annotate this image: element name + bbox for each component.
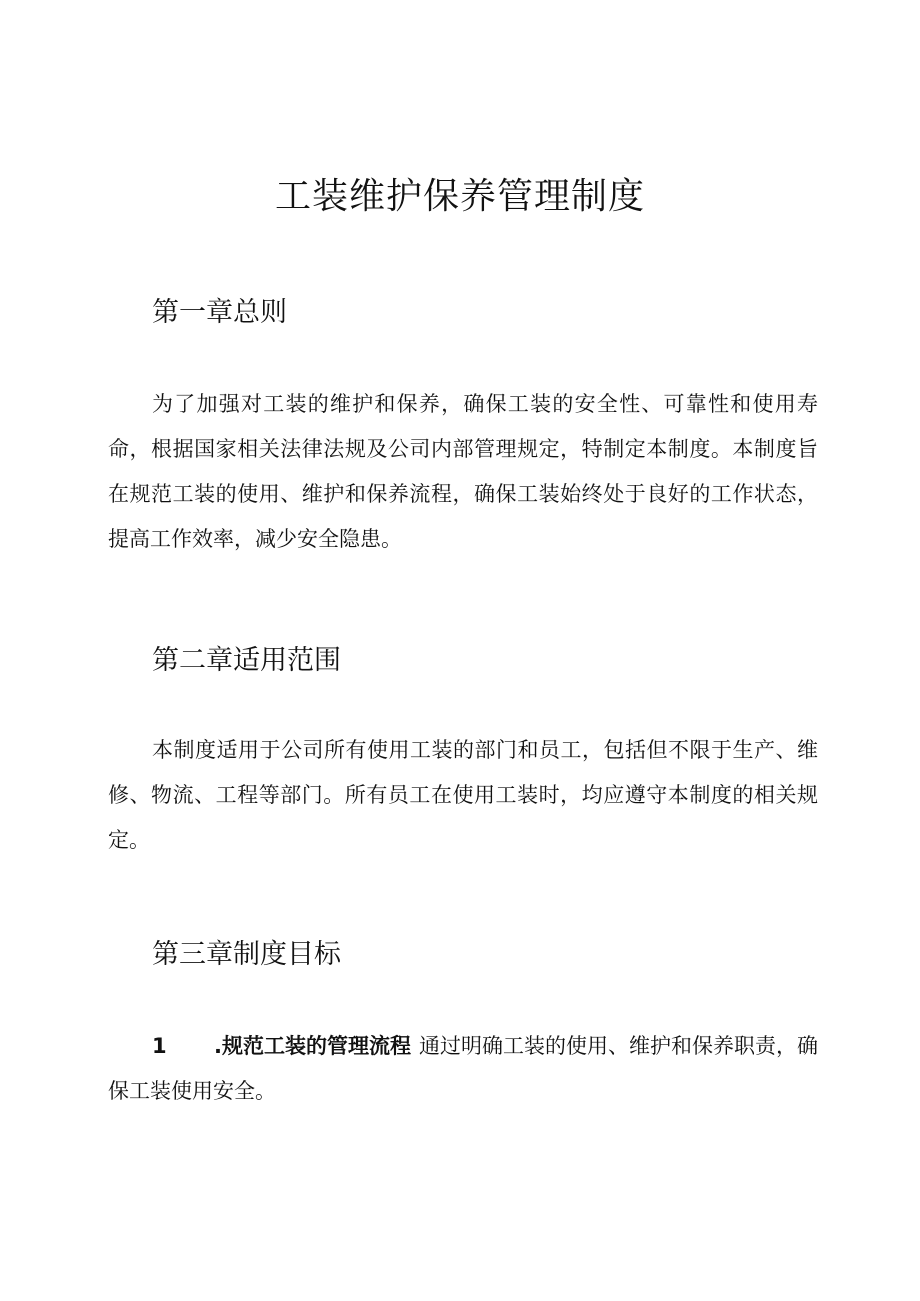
list-item-text: 通过明确工装的使用、维护和保养职责，确保工装使用安全。 bbox=[108, 1034, 818, 1103]
list-item-label: .规范工装的管理流程 bbox=[214, 1034, 411, 1058]
document-title: 工装维护保养管理制度 bbox=[274, 176, 645, 217]
chapter-1-paragraph: 为了加强对工装的维护和保养，确保工装的安全性、可靠性和使用寿命，根据国家相关法律法规及公司内部管理规定，特制定本制度。本制度旨在规范工装的使用、维护和保养流程，确保工装始终处于良好的工作状态，提高工作效率，减少安全隐患。 bbox=[108, 392, 818, 551]
list-item bbox=[108, 1024, 818, 1114]
list-item-number: 1 bbox=[152, 1034, 167, 1058]
chapter-heading-2: 第二章适用范围 bbox=[152, 645, 341, 676]
chapter-heading-1: 第一章总则 bbox=[152, 297, 287, 328]
chapter-2-paragraph: 本制度适用于公司所有使用工装的部门和员工，包括但不限于生产、维修、物流、工程等部门。所有员工在使用工装时，均应遵守本制度的相关规定。 bbox=[108, 738, 818, 852]
chapter-heading-3: 第三章制度目标 bbox=[152, 939, 341, 970]
